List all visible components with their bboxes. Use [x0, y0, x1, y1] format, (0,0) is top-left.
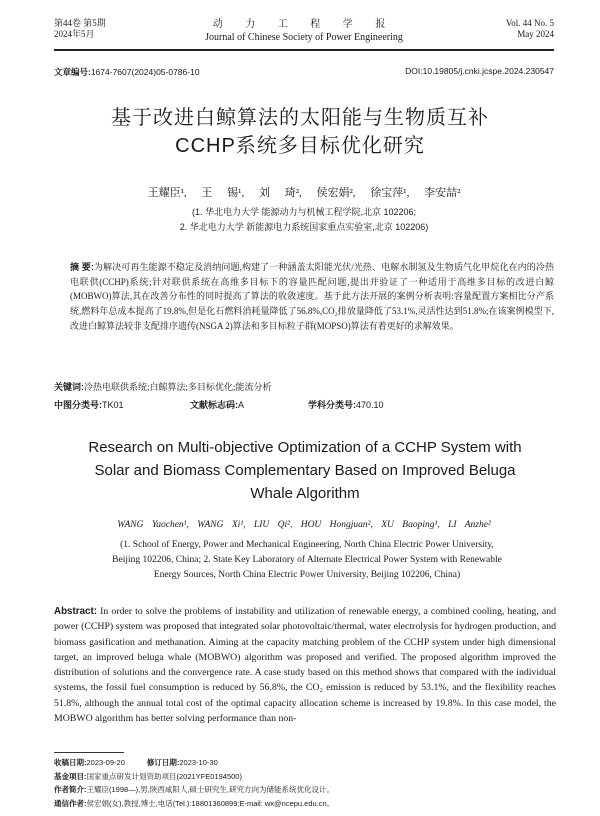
date-en: May 2024 — [517, 29, 554, 39]
bio-text: 王耀臣(1998—),男,陕西咸阳人,硕士研究生,研究方向为储能系统优化设计。 — [86, 785, 335, 794]
received-date: 2023-09-20 — [86, 758, 125, 767]
header-right — [506, 18, 554, 40]
footnote-dates — [54, 756, 554, 770]
keywords-cn-label: 关键词: — [54, 382, 84, 392]
affiliations-cn — [54, 205, 554, 235]
journal-name-cn: 动 力 工 程 学 报 — [212, 19, 396, 30]
running-header — [54, 14, 554, 48]
corresponding-text: 侯宏娟(女),教授,博士,电话(Tel.):18801360899;E-mail: wx@ncepu.edu.cn。 — [86, 798, 335, 808]
journal-name-en: Journal of Chinese Society of Power Engineering — [205, 32, 403, 43]
title-en-line-3: Whale Algorithm — [250, 485, 360, 502]
bio-label: 作者简介: — [54, 785, 87, 794]
title-cn-line-2: CCHP系统多目标优化研究 — [175, 135, 425, 157]
title-en-line-2: Solar and Biomass Complementary Based on Improved Beluga — [94, 462, 516, 479]
header-center — [54, 18, 554, 44]
keywords-cn-text: 冷热电联供系统;白鲸算法;多目标优化;能流分析 — [84, 382, 272, 392]
document-code-value: A — [238, 400, 245, 410]
clc-label: 中图分类号: — [54, 400, 102, 410]
abstract-en — [54, 604, 556, 726]
abstract-en-label: Abstract: — [54, 606, 98, 617]
abstract-cn-label: 摘 要: — [70, 262, 94, 272]
subject-code-label: 学科分类号: — [308, 400, 356, 410]
footnotes — [54, 756, 554, 810]
document-code-label: 文献标志码: — [190, 400, 238, 410]
classification-row — [54, 398, 554, 411]
abstract-cn — [70, 260, 554, 334]
subject-code-value: 470.10 — [356, 400, 384, 410]
affiliations-en — [54, 538, 560, 583]
affiliation-en-line-2: Beijing 102206, China; 2. State Key Laboratory of Alternate Electrical Power System with Renewable — [112, 555, 502, 565]
affiliation-en-line-3: Energy Sources, North China Electric Power University, Beijing 102206, China) — [153, 570, 461, 580]
footnote-bio — [54, 783, 554, 797]
corresponding-label: 通信作者: — [54, 798, 87, 808]
date-cn: 2024年5月 — [54, 29, 95, 39]
fund-label: 基金项目: — [54, 771, 87, 781]
footnote-fund — [54, 770, 554, 784]
keywords-cn — [54, 380, 554, 393]
authors-cn: 王耀臣¹, 王 锡¹, 刘 琦², 侯宏娟², 徐宝萍¹, 李安喆² — [147, 187, 461, 199]
abstract-cn-text: 为解决可再生能源不稳定及消纳问题,构建了一种涵盖太阳能光伏/光热、电解水制氢及生物质气化甲烷化在内的冷热电联供(CCHP)系统;针对联供系统在高维多目标下的容量匹配问题,提出并验证了一种适用于高维多目标的改进白鲸(MOBWO)算法,其在改善分布性的同时提高了算法的收敛速度。基于此方法开展的案例分析表明:容量配置方案相比分产系统,燃料年总成本提高了19.8%,但是化石燃料消耗量降低了56.8%,CO₂排放量降低了53.1%,灵活性达到51.8%;在该案例模型下,改进白鲸算法较非支配排序遗传(NSGA 2)算法和多目标粒子群(MOPSO)算法有着更好的求解效果。 — [70, 262, 554, 331]
title-en-line-1: Research on Multi-objective Optimization of a CCHP System with — [88, 439, 522, 456]
footnote-corresponding — [54, 797, 554, 811]
abstract-en-text: In order to solve the problems of instability and utilization of renewable energy, a combined cooling, heating, and power (CCHP) system was proposed that integrated solar photovoltaic/thermal, water electrolysis for hydrogen production, and biomass gasification and methanation. Aiming at the capacity matching problem of the CCHP system under high dimensional target, an improved beluga whale (MOBWO) algorithm was proposed and verified. The proposed algorithm improved the distribution of solutions and the convergence rate. A case study based on this method shows that compared with the individual systems, the fossil fuel consumption is reduced by 56.8%, the CO₂ emission is reduced by 53.1%, and the flexibility reaches 51.8%, although the annual total cost of the optimal capacity allocation scheme is increased by 19.8%. In this case model, the MOBWO algorithm has better solving performance than non- — [54, 606, 556, 725]
authors-en: WANG Yaochen¹, WANG Xi¹, LIU Qi², HOU Hongjuan², XU Baoping¹, LI Anzhe² — [117, 520, 491, 530]
volume-cn: 第44卷 第5期 — [54, 18, 106, 28]
header-rule — [54, 49, 554, 51]
affiliation-cn-2: 2. 华北电力大学 新能源电力系统国家重点实验室,北京 102206) — [179, 222, 429, 232]
volume-en: Vol. 44 No. 5 — [505, 18, 554, 28]
revised-date: 2023-10-30 — [179, 758, 218, 767]
affiliation-cn-1: (1. 华北电力大学 能源动力与机械工程学院,北京 102206; — [191, 207, 417, 217]
received-label: 收稿日期: — [54, 758, 87, 767]
title-en — [50, 436, 560, 505]
title-cn-line-1: 基于改进白鲸算法的太阳能与生物质互补 — [111, 107, 489, 129]
doi-link[interactable]: DOI:10.19805/j.cnki.jcspe.2024.230547 — [405, 66, 554, 76]
fund-text: 国家重点研发计划资助项目(2021YFE0194500) — [86, 771, 242, 781]
article-number: 1674-7607(2024)05-0786-10 — [90, 67, 200, 77]
footnote-rule — [54, 752, 124, 753]
clc-value: TK01 — [102, 400, 124, 410]
article-meta — [54, 66, 554, 78]
clc-number — [54, 398, 190, 411]
title-cn — [40, 104, 560, 160]
revised-label: 修订日期: — [146, 758, 180, 767]
affiliation-en-line-1: (1. School of Energy, Power and Mechanical Engineering, North China Electric Power University, — [120, 540, 494, 550]
article-number-label: 文章编号: — [54, 67, 91, 77]
document-code — [190, 398, 308, 411]
subject-code — [308, 398, 384, 411]
